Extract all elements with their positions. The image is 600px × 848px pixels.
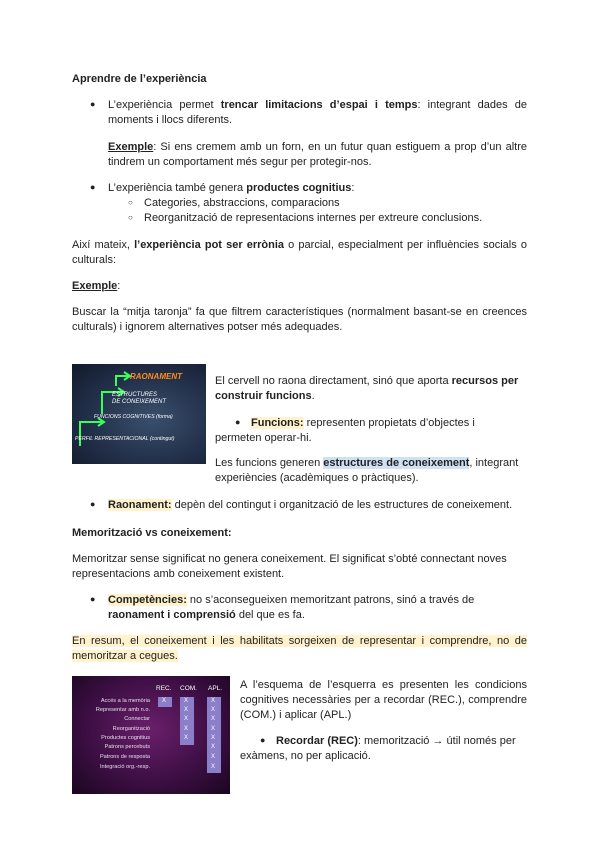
bullet-recordar: Recordar (REC): memorització → útil només per exàmens, no per aplicació. — [240, 735, 516, 762]
paragraph-cervell: El cervell no raona directament, sinó que aporta recursos per construir funcions. — [215, 375, 519, 402]
paragraph-estructures: Les funcions generen estructures de coneixement, integrant experiències (acadèmiques o pràctiques). — [215, 457, 519, 484]
bullet-raonament: Raonament: depèn del contingut i organització de les estructures de coneixement. — [108, 499, 513, 511]
raonament-diagram-image — [72, 364, 206, 464]
bullet-funcions: Funcions: representen propietats d’objectes i permeten operar-hi. — [215, 417, 475, 444]
slide2-col-apl: APL. — [208, 685, 223, 692]
slide2-row: Patrons percebuts — [104, 744, 150, 750]
slide2-row: Representar amb n.o. — [95, 707, 150, 713]
paragraph-memoritzar: Memoritzar sense significat no genera coneixement. El significat s’obté connectant noves representacions amb coneixement existent. — [72, 553, 507, 580]
slide2-mark: X — [184, 707, 189, 713]
bullet-experiencia-limitacions: L’experiència permet trencar limitacions d’espai i temps: integrant dades de moments i llocs diferents. — [108, 99, 527, 126]
sub-item-categories: Categories, abstraccions, comparacions — [144, 197, 340, 209]
slide1-title: RAONAMENT — [130, 372, 182, 381]
slide2-mark: X — [211, 726, 216, 732]
bullet-competencies: Competències: no s’aconsegueixen memoritzant patrons, sinó a través de raonament i comprensió del que es fa. — [108, 594, 475, 621]
example-label-2: Exemple: — [72, 280, 121, 292]
paragraph-esquema: A l’esquema de l’esquerra es presenten les condicions cognitives necessàries per a recordar (REC.), comprendre (COM.) i aplicar (APL.) — [240, 679, 527, 721]
heading-aprendre: Aprendre de l’experiència — [72, 73, 207, 85]
slide2-row: Productes cognitius — [101, 735, 150, 741]
bullet-dot: ● — [90, 499, 96, 509]
slide2-mark: X — [211, 764, 216, 770]
slide2-mark: X — [211, 754, 216, 760]
slide2-row: Accés a la memòria — [100, 698, 150, 704]
slide2-row: Patrons de resposta — [99, 754, 150, 760]
rec-com-apl-table-image — [72, 676, 230, 794]
slide2-col-rec: REC. — [156, 685, 172, 692]
slide1-coneixement: DE CONEIXEMENT — [112, 399, 167, 405]
slide2-mark: X — [184, 698, 189, 704]
slide2-mark: X — [211, 698, 216, 704]
bullet-dot: ● — [90, 99, 96, 109]
slide2-mark: X — [162, 698, 167, 704]
slide2-mark: X — [211, 716, 216, 722]
example-mitja-taronja: Buscar la “mitja taronja” fa que filtrem característiques (normalment basant-se en creences culturals) i ignorem alternatives potser més adequades. — [72, 306, 527, 333]
slide2-mark: X — [211, 744, 216, 750]
slide2-mark: X — [184, 716, 189, 722]
bullet-dot: ● — [235, 417, 241, 427]
slide2-mark: X — [184, 735, 189, 741]
slide2-col-com: COM. — [180, 685, 197, 692]
slide1-perfil: PERFIL REPRESENTACIONAL (contingut) — [75, 436, 175, 442]
sub-bullet-circle: ○ — [128, 213, 133, 222]
slide2-row: Reorganització — [112, 726, 150, 732]
sub-bullet-circle: ○ — [128, 198, 133, 207]
slide2-mark: X — [211, 707, 216, 713]
slide2-row: Connectar — [124, 716, 150, 722]
summary-highlight: En resum, el coneixement i les habilitats sorgeixen de representar i comprendre, no de memoritzar a cegues. — [72, 635, 527, 662]
slide2-mark: X — [211, 735, 216, 741]
bullet-dot: ● — [90, 594, 96, 604]
slide1-estructures: ESTRUCTURES — [112, 392, 158, 398]
bullet-productes-cognitius: L’experiència també genera productes cognitius: — [108, 182, 355, 194]
slide1-funcions: FUNCIONS COGNITIVES (forma) — [94, 414, 173, 420]
slide2-row: Integració org.-resp. — [99, 764, 150, 770]
slide2-mark: X — [184, 726, 189, 732]
heading-memoritzacio: Memorització vs coneixement: — [72, 527, 232, 539]
bullet-dot: ● — [260, 735, 266, 745]
bullet-dot: ● — [90, 182, 96, 192]
paragraph-erronia: Així mateix, l’experiència pot ser errònia o parcial, especialment per influències socials o culturals: — [72, 239, 528, 266]
sub-item-reorganitzacio: Reorganització de representacions internes per extreure conclusions. — [144, 212, 483, 224]
example-forn: Exemple: Si ens cremem amb un forn, en un futur quan estiguem a prop d’un altre tindrem un comportament més segur per protegir-nos. — [108, 141, 527, 168]
